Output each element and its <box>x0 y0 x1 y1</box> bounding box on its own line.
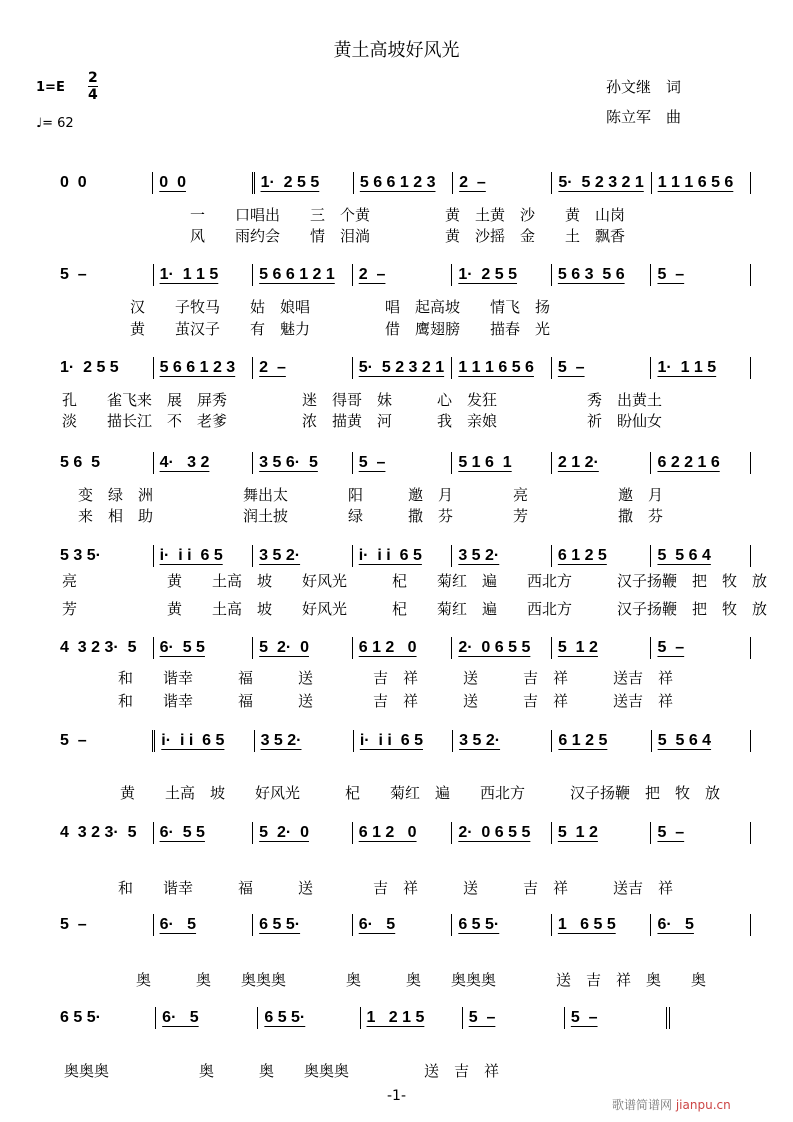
measure: 5 2· 0 <box>252 822 352 844</box>
measure: 0 0 <box>60 174 87 191</box>
notation-line <box>60 357 751 379</box>
notation-line <box>60 914 751 936</box>
lyric-line: 黄 茧汉子 有 魅力 借 鹰翅膀 描春 光 <box>130 320 551 338</box>
measure: 2 – <box>352 264 452 286</box>
composer-credit: 陈立军 曲 <box>606 108 682 126</box>
watermark <box>612 1096 731 1113</box>
notation-line <box>60 545 751 567</box>
measure: 1· 2 5 5 <box>451 264 551 286</box>
measure: 6 2 2 1 6 <box>650 452 750 474</box>
measure: 6 5 5· <box>257 1007 359 1029</box>
measure: 5 6 3 5 6 <box>551 264 651 286</box>
measure: 6 1 2 5 <box>551 545 651 567</box>
measure: 1 1 1 6 5 6 <box>651 172 750 194</box>
measure: 6 1 2 0 <box>352 822 452 844</box>
measure: 3 5 2· <box>452 730 551 752</box>
time-signature <box>88 70 98 103</box>
measure: 5 – <box>551 357 651 379</box>
lyric-line: 汉 子牧马 姑 娘唱 唱 起高坡 情飞 扬 <box>130 298 551 316</box>
measure: 6· 5 <box>153 914 253 936</box>
lyricist-credit: 孙文继 词 <box>606 78 682 96</box>
notation-line <box>60 172 751 194</box>
measure: 2· 0 6 5 5 <box>451 822 551 844</box>
measure: i· i i 6 5 <box>152 730 253 752</box>
watermark-url: jianpu.cn <box>675 1098 731 1112</box>
notation-line <box>60 730 751 752</box>
lyric-line: 孔 雀飞来 展 屏秀 迷 得哥 妹 心 发狂 秀 出黄土 <box>62 391 663 409</box>
lyric-line: 奥 奥 奥奥奥 奥 奥 奥奥奥 送 吉 祥 奥 奥 <box>136 971 707 989</box>
measure: 6 5 5· <box>252 914 352 936</box>
lyric-line: 淡 描长江 不 老爹 浓 描黄 河 我 亲娘 祈 盼仙女 <box>62 412 663 430</box>
measure: 5 – <box>60 266 87 283</box>
measure: 1· 2 5 5 <box>252 172 353 194</box>
measure: 5 – <box>650 637 750 659</box>
measure: 2 1 2· <box>551 452 651 474</box>
measure: 5 – <box>462 1007 564 1029</box>
lyric-line: 亮 黄 土高 坡 好风光 杞 菊红 遍 西北方 汉子扬鞭 把 牧 放 <box>62 572 768 590</box>
measure: i· i i 6 5 <box>153 545 253 567</box>
measure: 1 1 1 6 5 6 <box>451 357 551 379</box>
lyric-line: 芳 黄 土高 坡 好风光 杞 菊红 遍 西北方 汉子扬鞭 把 牧 放 <box>62 600 768 618</box>
measure: 3 5 6· 5 <box>252 452 352 474</box>
notation-line <box>60 452 751 474</box>
measure: 6 1 2 0 <box>352 637 452 659</box>
measure: 4 3 2 3· 5 <box>60 639 137 656</box>
time-sig-bottom: 4 <box>88 87 98 103</box>
measure: 6 5 5· <box>451 914 551 936</box>
measure: 5 – <box>60 916 87 933</box>
measure: 6· 5 <box>650 914 750 936</box>
lyric-line: 奥奥奥 奥 奥 奥奥奥 送 吉 祥 <box>64 1062 500 1080</box>
measure: 6· 5 5 <box>153 637 253 659</box>
measure: 6· 5 <box>155 1007 257 1029</box>
notation-line <box>60 822 751 844</box>
measure: 2· 0 6 5 5 <box>451 637 551 659</box>
measure: i· i i 6 5 <box>353 730 452 752</box>
measure: 1· 1 1 5 <box>153 264 253 286</box>
measure: 6 1 2 5 <box>551 730 650 752</box>
measure: 6· 5 <box>352 914 452 936</box>
lyric-line: 一 口唱出 三 个黄 黄 土黄 沙 黄 山岗 <box>190 206 626 224</box>
measure: 5 6 5 <box>60 454 101 471</box>
key-signature: 1=E <box>36 80 65 95</box>
measure: 5 1 2 <box>551 637 651 659</box>
measure: 6 5 5· <box>60 1009 101 1026</box>
measure: 5 – <box>650 264 750 286</box>
measure: 5 – <box>564 1007 670 1029</box>
measure: 2 – <box>452 172 551 194</box>
lyric-line: 和 谐幸 福 送 吉 祥 送 吉 祥 送吉 祥 <box>118 879 674 897</box>
notation-line <box>60 264 751 286</box>
notation-line <box>60 1007 670 1029</box>
measure: 5· 5 2 3 2 1 <box>551 172 650 194</box>
measure: 1 2 1 5 <box>360 1007 462 1029</box>
lyric-line: 风 雨约会 情 泪淌 黄 沙摇 金 土 飘香 <box>190 227 626 245</box>
time-sig-top: 2 <box>88 70 98 86</box>
measure: 0 0 <box>152 172 251 194</box>
measure: 5 3 5· <box>60 547 101 564</box>
measure: i· i i 6 5 <box>352 545 452 567</box>
measure: 5 1 6 1 <box>451 452 551 474</box>
measure: 4· 3 2 <box>153 452 253 474</box>
watermark-text: 歌谱简谱网 <box>612 1098 673 1112</box>
measure: 5 5 6 4 <box>650 545 750 567</box>
measure: 3 5 2· <box>254 730 353 752</box>
measure: 5 2· 0 <box>252 637 352 659</box>
measure: 5 6 6 1 2 1 <box>252 264 352 286</box>
measure: 5 6 6 1 2 3 <box>353 172 452 194</box>
measure: 3 5 2· <box>451 545 551 567</box>
measure: 5 – <box>650 822 750 844</box>
measure: 1· 1 1 5 <box>650 357 750 379</box>
lyric-line: 变 绿 洲 舞出太 阳 邀 月 亮 邀 月 <box>78 486 664 504</box>
measure: 5 1 2 <box>551 822 651 844</box>
measure: 5 – <box>352 452 452 474</box>
song-title: 黄土高坡好风光 <box>333 40 460 61</box>
measure: 5 5 6 4 <box>651 730 750 752</box>
measure: 5 6 6 1 2 3 <box>153 357 253 379</box>
measure: 5· 5 2 3 2 1 <box>352 357 452 379</box>
measure: 5 – <box>60 732 87 749</box>
measure: 3 5 2· <box>252 545 352 567</box>
measure: 4 3 2 3· 5 <box>60 824 137 841</box>
notation-line <box>60 637 751 659</box>
measure: 1 6 5 5 <box>551 914 651 936</box>
page-number: -1- <box>386 1088 406 1104</box>
lyric-line: 和 谐幸 福 送 吉 祥 送 吉 祥 送吉 祥 <box>118 692 674 710</box>
measure: 1· 2 5 5 <box>60 359 119 376</box>
tempo-mark: ♩= 62 <box>36 116 74 131</box>
lyric-line: 来 相 助 润土披 绿 撒 芬 芳 撒 芬 <box>78 507 664 525</box>
measure: 6· 5 5 <box>153 822 253 844</box>
lyric-line: 黄 土高 坡 好风光 杞 菊红 遍 西北方 汉子扬鞭 把 牧 放 <box>120 784 721 802</box>
measure: 2 – <box>252 357 352 379</box>
lyric-line: 和 谐幸 福 送 吉 祥 送 吉 祥 送吉 祥 <box>118 669 674 687</box>
